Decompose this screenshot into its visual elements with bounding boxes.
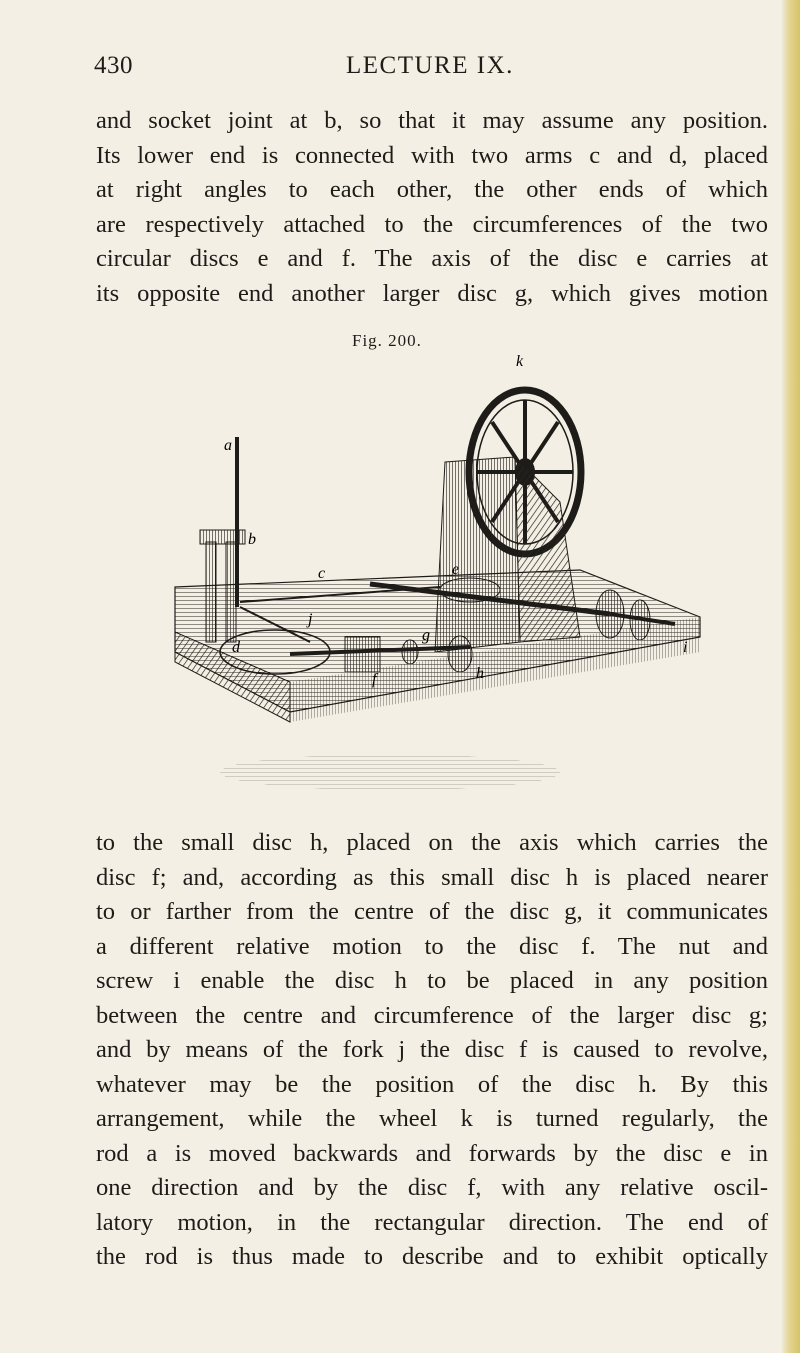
label-c: c: [318, 565, 326, 582]
text-line: rod a is moved backwards and forwards by the disc e in: [96, 1139, 768, 1167]
text-line: one direction and by the disc f, with any relative oscil-: [96, 1174, 768, 1201]
label-k: k: [516, 353, 524, 370]
label-h: h: [476, 665, 484, 682]
running-head: LECTURE IX.: [346, 52, 514, 79]
text-line: its opposite end another larger disc g, which gives motion: [96, 279, 768, 307]
text-line: and socket joint at b, so that it may assume any position.: [96, 107, 768, 134]
text-line: to the small disc h, placed on the axis which carries the: [96, 829, 768, 856]
paragraph-top: [96, 104, 768, 311]
label-i: i: [683, 639, 688, 656]
text-line: arrangement, while the wheel k is turned regularly, the: [96, 1105, 768, 1132]
label-a: a: [224, 437, 232, 454]
text-line: circular discs e and f. The axis of the disc e carries at: [96, 245, 768, 272]
machine-illustration: [140, 352, 730, 802]
text-line: between the centre and circumference of the larger disc g;: [96, 1001, 768, 1029]
label-d: d: [232, 639, 240, 656]
text-line: at right angles to each other, the other ends of which: [96, 176, 768, 203]
label-e: e: [452, 561, 460, 578]
text-line: the rod is thus made to describe and to exhibit optically: [96, 1243, 768, 1270]
wheel-k: [435, 390, 581, 652]
text-line: Its lower end is connected with two arms c and d, placed: [96, 141, 768, 169]
label-g: g: [422, 627, 430, 644]
text-line: to or farther from the centre of the disc g, it communicates: [96, 898, 768, 925]
paragraph-bottom: [96, 826, 768, 1275]
label-j: j: [308, 611, 313, 628]
page-header: [94, 52, 694, 86]
label-f: f: [372, 671, 377, 688]
text-line: latory motion, in the rectangular direction. The end of: [96, 1208, 768, 1236]
text-line: screw i enable the disc h to be placed in any position: [96, 967, 768, 994]
page-number: 430: [94, 52, 133, 79]
label-b: b: [248, 531, 256, 548]
text-line: whatever may be the position of the disc h. By this: [96, 1070, 768, 1098]
text-line: disc f; and, according as this small disc h is placed nearer: [96, 863, 768, 891]
figure-engraving: [140, 352, 730, 802]
text-line: and by means of the fork j the disc f is caused to revolve,: [96, 1036, 768, 1063]
page-edge: [782, 0, 800, 1353]
text-line: a different relative motion to the disc f. The nut and: [96, 932, 768, 960]
text-line: are respectively attached to the circumferences of the two: [96, 210, 768, 238]
figure-caption: Fig. 200.: [352, 331, 422, 350]
